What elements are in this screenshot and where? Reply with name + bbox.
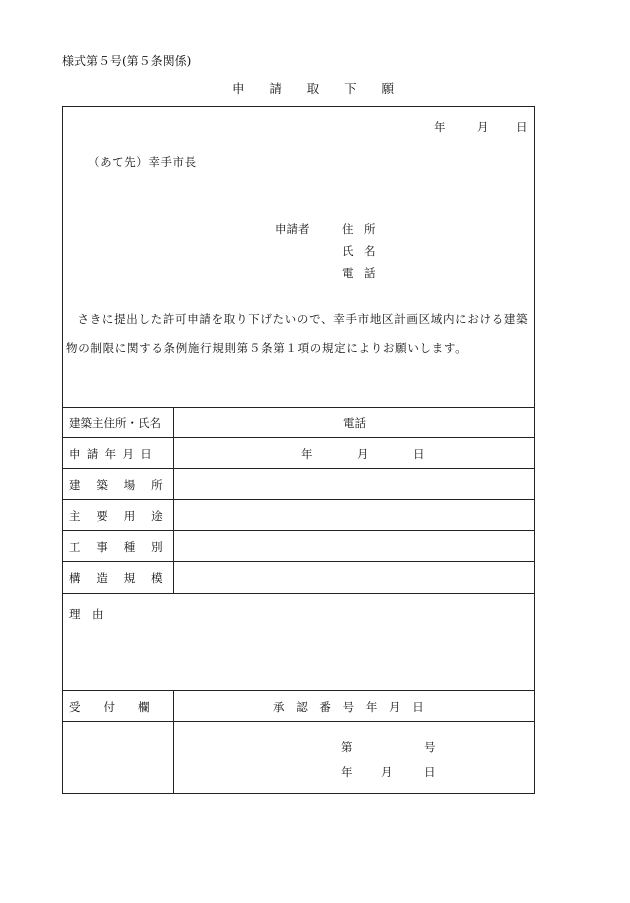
date-year-label: 年 xyxy=(434,120,446,134)
row-divider xyxy=(62,593,535,594)
approval-day-label: 日 xyxy=(424,765,436,779)
column-divider xyxy=(173,407,174,593)
request-statement: さきに提出した許可申請を取り下げたいので、幸手市地区計画区域内における建築物の制限に関する条例施行規則第５条第１項の規定によりお願いします。 xyxy=(66,312,529,355)
applicant-name-label: 氏 名 xyxy=(342,244,380,258)
title-char: 請 xyxy=(269,81,282,96)
row-divider xyxy=(62,690,535,691)
row-label-work-type: 工事種別 xyxy=(69,540,179,554)
column-divider xyxy=(173,690,174,794)
row-divider xyxy=(62,561,535,562)
addressee: （あて先）幸手市長 xyxy=(88,155,197,169)
row-divider xyxy=(62,499,535,500)
row-label-application-date: 申請年月日 xyxy=(69,447,159,461)
date-day-label: 日 xyxy=(516,120,528,134)
form-number: 様式第５号(第５条関係) xyxy=(62,54,192,68)
owner-phone-label: 電話 xyxy=(343,416,366,430)
title-char: 取 xyxy=(306,81,320,96)
table-top-line xyxy=(62,407,535,408)
application-day-label: 日 xyxy=(413,447,425,461)
application-month-label: 月 xyxy=(357,447,369,461)
reception-label: 受 付 欄 xyxy=(69,700,156,714)
applicant-label: 申請者 xyxy=(275,222,310,236)
applicant-address-label: 住 所 xyxy=(342,222,380,236)
title-char: 申 xyxy=(232,81,245,96)
row-divider xyxy=(62,530,535,531)
row-divider xyxy=(62,468,535,469)
approval-year-label: 年 xyxy=(341,765,353,779)
approval-month-label: 月 xyxy=(381,765,393,779)
title-char: 願 xyxy=(381,81,394,96)
approval-number-suffix: 号 xyxy=(424,740,436,754)
date-month-label: 月 xyxy=(477,120,489,134)
row-label-owner: 建築主住所・氏名 xyxy=(69,416,161,430)
form-title xyxy=(232,79,394,97)
reason-label: 理 由 xyxy=(69,607,104,621)
approval-number-prefix: 第 xyxy=(341,740,353,754)
application-year-label: 年 xyxy=(301,447,313,461)
row-divider xyxy=(62,437,535,438)
applicant-phone-label: 電 話 xyxy=(342,266,380,280)
approval-header: 承 認 番 号 年 月 日 xyxy=(273,700,428,714)
row-label-main-use: 主要用途 xyxy=(69,509,179,523)
row-label-building-site: 建築場所 xyxy=(69,478,179,492)
title-char: 下 xyxy=(344,81,357,96)
row-label-structure-scale: 構造規模 xyxy=(69,571,179,585)
row-divider xyxy=(62,721,535,722)
